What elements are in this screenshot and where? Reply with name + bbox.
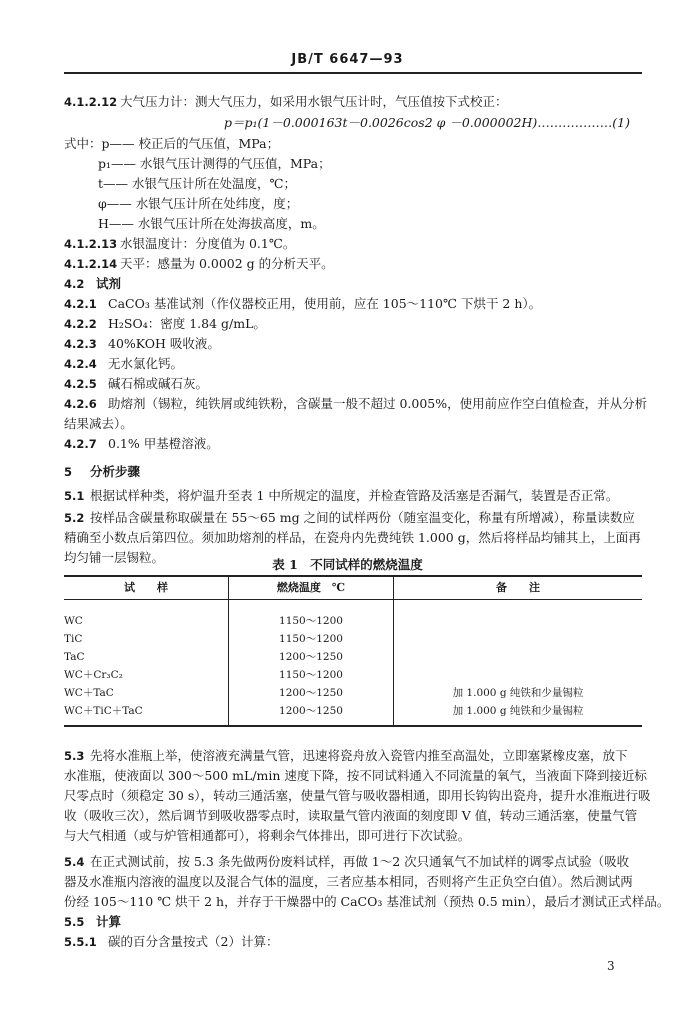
section-text: 40%KOH 吸收液。 — [108, 336, 220, 351]
section-5-2-cont-1: 精确至小数点后第四位。须加助熔剂的样品，在瓷舟内先费纯铁 1.000 g，然后将样品均铺其上，上面再 — [64, 530, 641, 545]
section-text: 天平：感量为 0.0002 g 的分析天平。 — [120, 256, 334, 271]
formula-1: p＝p₁(1－0.000163t－0.0026cos2 φ －0.000002H)………………(1) — [224, 115, 630, 130]
table-caption: 表 1 不同试样的燃烧温度 — [272, 557, 423, 572]
section-text: 0.1% 甲基橙溶液。 — [108, 436, 219, 451]
section-text: 碱石棉或碱石灰。 — [108, 376, 209, 391]
section-number: 4.2.3 — [64, 337, 97, 351]
table-cell-temperature: 1200～1250 — [279, 705, 343, 717]
section-5-3-cont-1: 水准瓶，使液面以 300～500 mL/min 速度下降，按不同试料通入不同流量的氧气，当液面下降到接近标 — [64, 768, 647, 783]
section-4-2-4 — [64, 356, 183, 372]
table-header-sample: 试 样 — [124, 581, 168, 594]
section-4-2-1 — [64, 296, 541, 312]
section-text: 助熔剂（锡粒，纯铁屑或纯铁粉，含碳量一般不超过 0.005%，使用前应作空白值检查，并从分析 — [108, 396, 648, 411]
page-number: 3 — [607, 959, 615, 973]
table-bottom-rule — [64, 725, 642, 727]
section-5-2 — [64, 510, 635, 526]
section-text: H₂SO₄：密度 1.84 g/mL。 — [108, 316, 266, 331]
section-number: 5.3 — [64, 749, 85, 763]
section-text: 碳的百分含量按式（2）计算： — [108, 934, 279, 949]
table-header-rule — [64, 599, 642, 600]
table-cell-temperature: 1200～1250 — [279, 687, 343, 699]
where-line-3: φ—— 水银气压计所在处纬度，度； — [98, 196, 299, 211]
section-number: 5.1 — [64, 489, 85, 503]
section-5-3-cont-2: 尺零点时（须稳定 30 s），转动三通活塞，使量气管与吸收器相通，即用长钩钩出瓷舟，提升水准瓶进行吸 — [64, 788, 651, 803]
table-cell-sample: TaC — [64, 651, 85, 663]
section-number: 4.2.7 — [64, 437, 97, 451]
section-heading: 分析步骤 — [90, 464, 141, 479]
section-5-3-cont-4: 与大气相通（或与炉管相通都可），将剩余气体排出，即可进行下次试验。 — [64, 828, 471, 843]
where-line-1: p₁—— 水银气压计测得的气压值，MPa； — [98, 156, 331, 171]
section-number: 4.2.6 — [64, 397, 97, 411]
section-number: 5.5 — [64, 915, 85, 929]
section-number: 4.2.5 — [64, 377, 97, 391]
table-header-remarks: 备 注 — [496, 581, 540, 594]
section-5-1 — [64, 488, 618, 504]
where-line-4: H—— 水银气压计所在处海拔高度，m。 — [98, 216, 325, 231]
section-number: 4.2.4 — [64, 357, 97, 371]
table-top-rule — [64, 575, 642, 577]
table-cell-temperature: 1150～1200 — [279, 615, 343, 627]
where-line-2: t—— 水银气压计所在处温度，℃； — [98, 176, 296, 191]
section-number: 4.2.2 — [64, 317, 97, 331]
section-heading: 试剂 — [96, 276, 122, 291]
table-cell-temperature: 1150～1200 — [279, 633, 343, 645]
section-5-5-1 — [64, 934, 278, 950]
section-4-2-6-cont: 结果减去）。 — [64, 416, 133, 431]
section-number: 4.1.2.12 — [64, 95, 118, 109]
section-text: 水银温度计：分度值为 0.1℃。 — [120, 236, 296, 251]
section-4-2-7 — [64, 436, 219, 452]
section-5-3 — [64, 748, 628, 764]
table-cell-sample: WC＋Cr₃C₂ — [64, 669, 123, 681]
section-5-2-cont-2: 均匀铺一层锡粒。 — [64, 550, 165, 565]
table-cell-remarks: 加 1.000 g 纯铁和少量锡粒 — [452, 687, 584, 699]
section-text: 无水氯化钙。 — [108, 356, 184, 371]
section-text: 根据试样种类，将炉温升至表 1 中所规定的温度，并检查管路及活塞是否漏气，装置是否正常。 — [90, 488, 619, 503]
section-4-1-2-13 — [64, 236, 295, 252]
section-5-3-cont-3: 收（吸收三次），然后调节到吸收器零点时，读取量气管内液面的刻度即 V 值，转动三通活塞，使量气管 — [64, 808, 638, 823]
table-cell-temperature: 1200～1250 — [279, 651, 343, 663]
table-header-temperature: 燃烧温度 ℃ — [276, 581, 346, 594]
section-number: 4.2 — [64, 277, 85, 291]
section-text: 大气压力计：测大气压力，如采用水银气压计时，气压值按下式校正： — [120, 94, 508, 109]
section-4-1-2-14 — [64, 256, 334, 272]
table-cell-sample: TiC — [64, 633, 83, 645]
section-4-2-3 — [64, 336, 220, 352]
section-number: 5.4 — [64, 855, 85, 869]
table-cell-sample: WC＋TaC — [64, 687, 114, 699]
table-cell-remarks: 加 1.000 g 纯铁和少量锡粒 — [452, 705, 584, 717]
section-text: 先将水准瓶上举，使溶液充满量气管，迅速将瓷舟放入瓷管内推至高温处，立即塞紧橡皮塞，放下 — [90, 748, 628, 763]
section-5-4-cont-2: 份经 105～110 ℃ 烘干 2 h，并存于干燥器中的 CaCO₃ 基准试剂（预热 0.5 min），最后才测试正式样品。 — [64, 894, 670, 909]
section-text: 在正式测试前，按 5.3 条先做两份废料试样，再做 1～2 次只通氧气不加试样的调零点试验（吸收 — [90, 854, 630, 869]
table-cell-temperature: 1150～1200 — [279, 669, 343, 681]
section-5-5 — [64, 914, 121, 930]
table-cell-sample: WC＋TiC＋TaC — [64, 705, 143, 717]
section-text: CaCO₃ 基准试剂（作仪器校正用，使用前，应在 105～110℃ 下烘干 2 h）。 — [108, 296, 542, 311]
section-5-4-cont-1: 器及水准瓶内溶液的温度以及混合气体的温度，三者应基本相同，否则将产生正负空白值）。然后测试两 — [64, 874, 633, 889]
section-number: 4.1.2.14 — [64, 257, 118, 271]
section-4-1-2-12 — [64, 94, 508, 110]
where-line-0: 式中：p—— 校正后的气压值，MPa； — [64, 136, 280, 151]
section-number: 5.5.1 — [64, 935, 97, 949]
section-number: 4.1.2.13 — [64, 237, 118, 251]
section-number: 4.2.1 — [64, 297, 97, 311]
section-number: 5 — [64, 465, 73, 479]
section-5 — [64, 464, 140, 480]
header-rule — [64, 72, 642, 74]
section-text: 按样品含碳量称取碳量在 55～65 mg 之间的试样两份（随室温变化，称量有所增减），称量读数应 — [90, 510, 635, 525]
page-header: JB/T 6647—93 — [291, 52, 404, 67]
section-4-2-6 — [64, 396, 647, 412]
section-heading: 计算 — [96, 914, 122, 929]
section-number: 5.2 — [64, 511, 85, 525]
section-4-2 — [64, 276, 121, 292]
table-cell-sample: WC — [64, 615, 83, 627]
section-5-4 — [64, 854, 629, 870]
section-4-2-2 — [64, 316, 266, 332]
section-4-2-5 — [64, 376, 208, 392]
